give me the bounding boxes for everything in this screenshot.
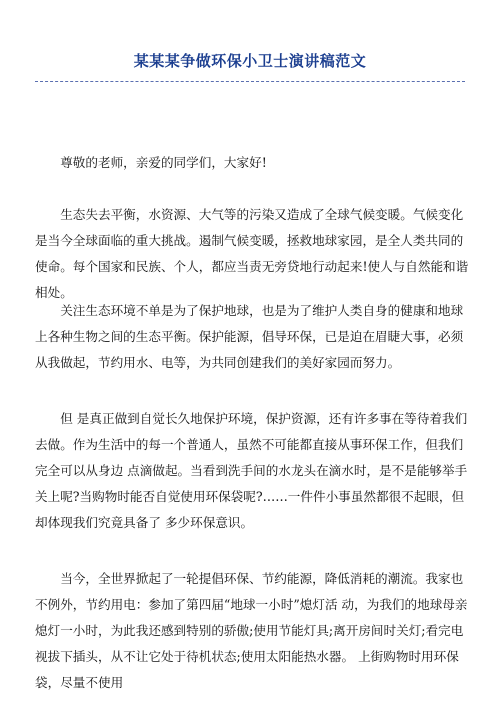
paragraph-4: 当今，全世界掀起了一轮提倡环保、节约能源，降低消耗的潮流。我家也不例外，节约用电：参加了第四届“地球一小时”熄灯活 动，为我们的地球母亲熄灯一小时，为此我还感到特别的骄傲;使用节能灯具;离开房间时关灯;看完电视拔下插头，从不让它处于待机状态;使用太阳能热水器。 上街购物时用环保袋，尽量不使用 xyxy=(35,571,468,690)
greeting-line: 尊敬的老师，亲爱的同学们，大家好! xyxy=(60,155,267,170)
document-title: 某某某争做环保小卫士演讲稿范文 xyxy=(133,52,367,70)
paragraph-3: 但 是真正做到自觉长久地保护环境，保护资源，还有许多事在等待着我们去做。作为生活中的每一个普通人，虽然不可能都直接从事环保工作，但我们完全可以从身边 点滴做起。当看到洗手间的水龙头在滴水时，是不是能够举手关上呢?当购物时能否自觉使用环保袋呢?……一件件小事虽然都很不起眼，但却体现我们究竟具备了 多少环保意识。 xyxy=(35,411,468,530)
paragraph-2: 关注生态环境不单是为了保护地球，也是为了维护人类自身的健康和地球上各种生物之间的生态平衡。保护能源，倡导环保，已是迫在眉睫大事，必须从我做起，节约用水、电等，为共同创建我们的美好家园而努力。 xyxy=(35,303,464,370)
title-divider xyxy=(35,81,465,82)
paragraph-1: 生态失去平衡，水资源、大气等的污染又造成了全球气候变暖。气候变化是当今全球面临的重大挑战。遏制气候变暖，拯救地球家园，是全人类共同的使命。每个国家和民族、个人，都应当责无旁贷地行动起来!使人与自然能和谐相处。 xyxy=(35,207,469,300)
